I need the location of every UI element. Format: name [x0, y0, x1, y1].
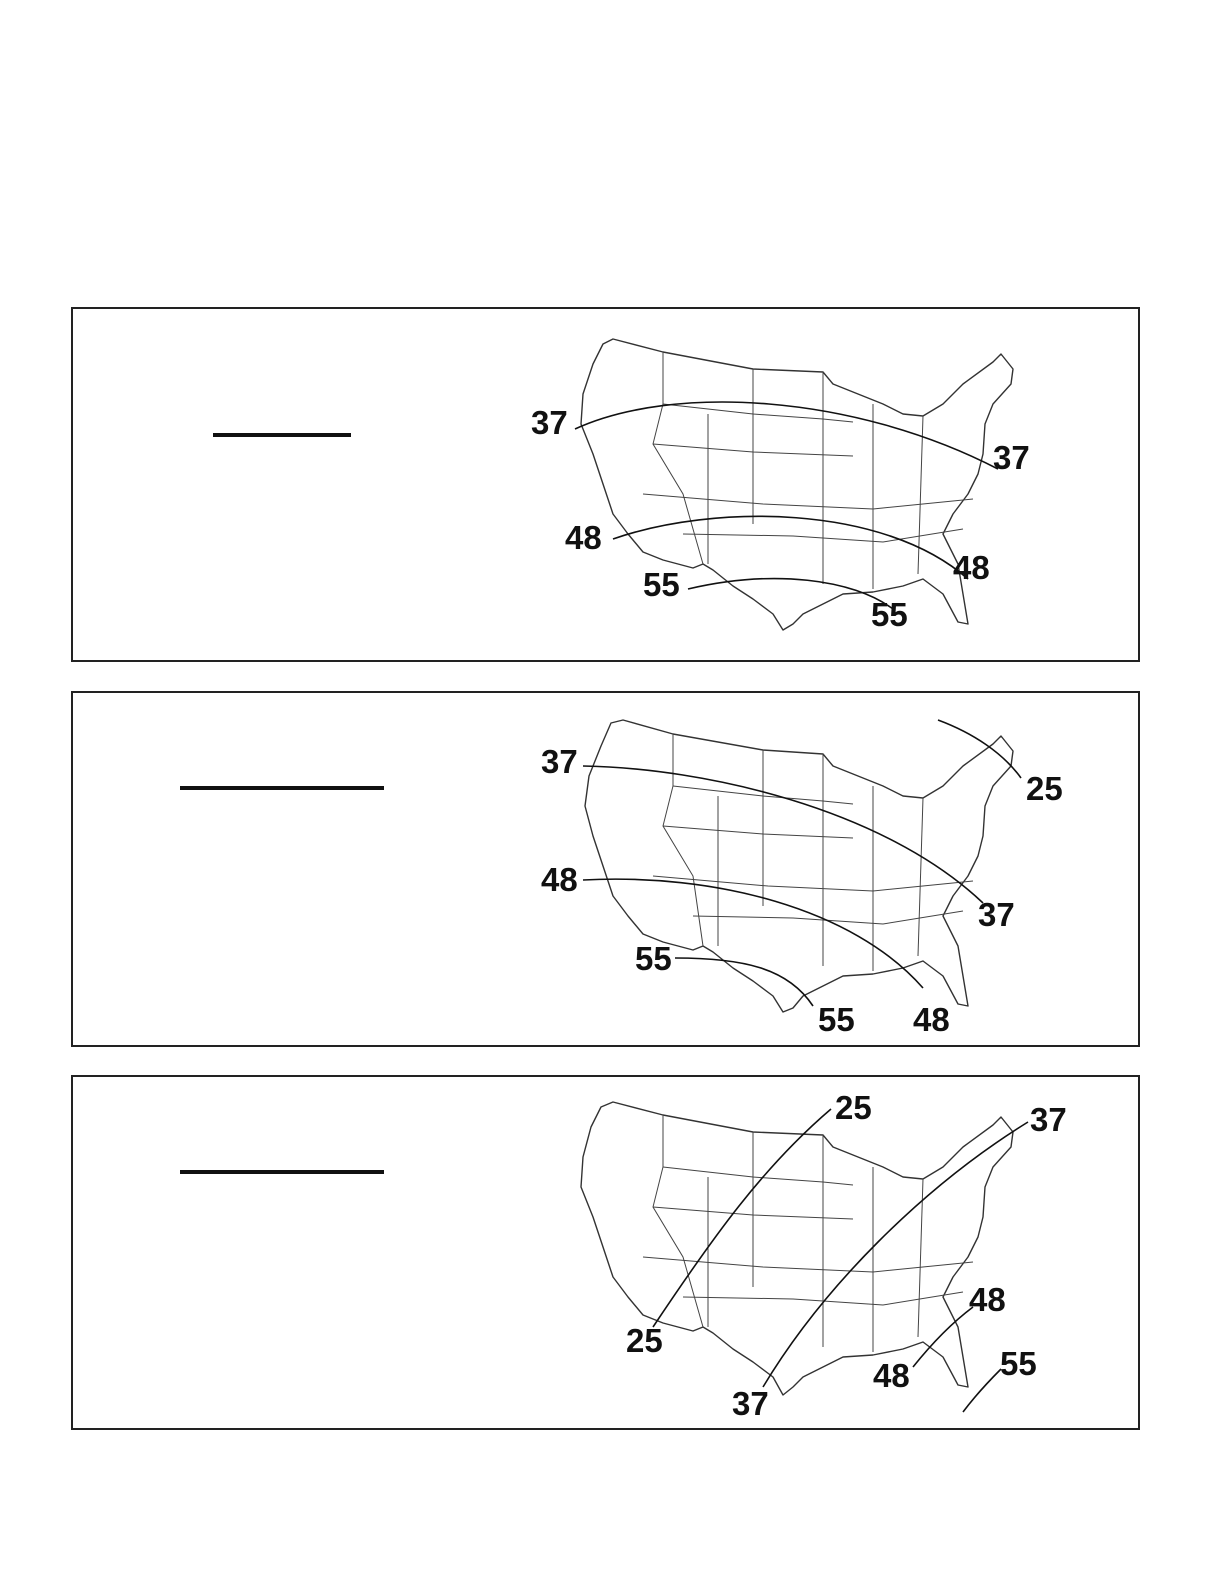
- isoline-55: [688, 579, 893, 609]
- us-map-svg-2: [523, 708, 1083, 1033]
- isoline-label-37-left: 37: [531, 404, 568, 441]
- isoline-label-37-right: 37: [978, 896, 1015, 933]
- isoline-label-55-left: 55: [643, 566, 680, 603]
- isoline-48: [583, 879, 923, 988]
- isoline-label-48-top: 48: [969, 1281, 1006, 1318]
- isoline-label-48-bottom: 48: [873, 1357, 910, 1394]
- isoline-label-37-bottom: 37: [732, 1385, 769, 1417]
- us-map-1: [523, 324, 1083, 644]
- answer-blank-line-1[interactable]: [213, 433, 351, 437]
- map-panel-2: [71, 691, 1140, 1047]
- isoline-label-25-top: 25: [835, 1089, 872, 1126]
- isoline-label-25: 25: [1026, 770, 1063, 807]
- isoline-label-55-right: 55: [871, 596, 908, 633]
- isoline-label-48-left: 48: [565, 519, 602, 556]
- isoline-label-55-left: 55: [635, 940, 672, 977]
- isoline-label-48-left: 48: [541, 861, 578, 898]
- answer-blank-line-2[interactable]: [180, 786, 384, 790]
- us-map-2: [523, 708, 1083, 1033]
- isoline-label-55-right: 55: [818, 1001, 855, 1033]
- us-map-3: [523, 1087, 1083, 1417]
- isoline-55: [675, 958, 813, 1006]
- isoline-55: [963, 1369, 1001, 1412]
- map-panel-3: [71, 1075, 1140, 1430]
- us-map-svg-3: [523, 1087, 1083, 1417]
- answer-blank-line-3[interactable]: [180, 1170, 384, 1174]
- isoline-label-48-right: 48: [953, 549, 990, 586]
- isoline-37: [763, 1122, 1028, 1387]
- map-panel-1: [71, 307, 1140, 662]
- isoline-label-25-bottom: 25: [626, 1322, 663, 1359]
- isoline-25: [653, 1109, 831, 1327]
- isoline-label-37-right: 37: [993, 439, 1030, 476]
- isoline-label-37-top: 37: [1030, 1101, 1067, 1138]
- us-map-svg-1: [523, 324, 1083, 644]
- isoline-37: [575, 402, 998, 469]
- isoline-label-37-left: 37: [541, 743, 578, 780]
- isoline-label-55: 55: [1000, 1345, 1037, 1382]
- isoline-label-48-right: 48: [913, 1001, 950, 1033]
